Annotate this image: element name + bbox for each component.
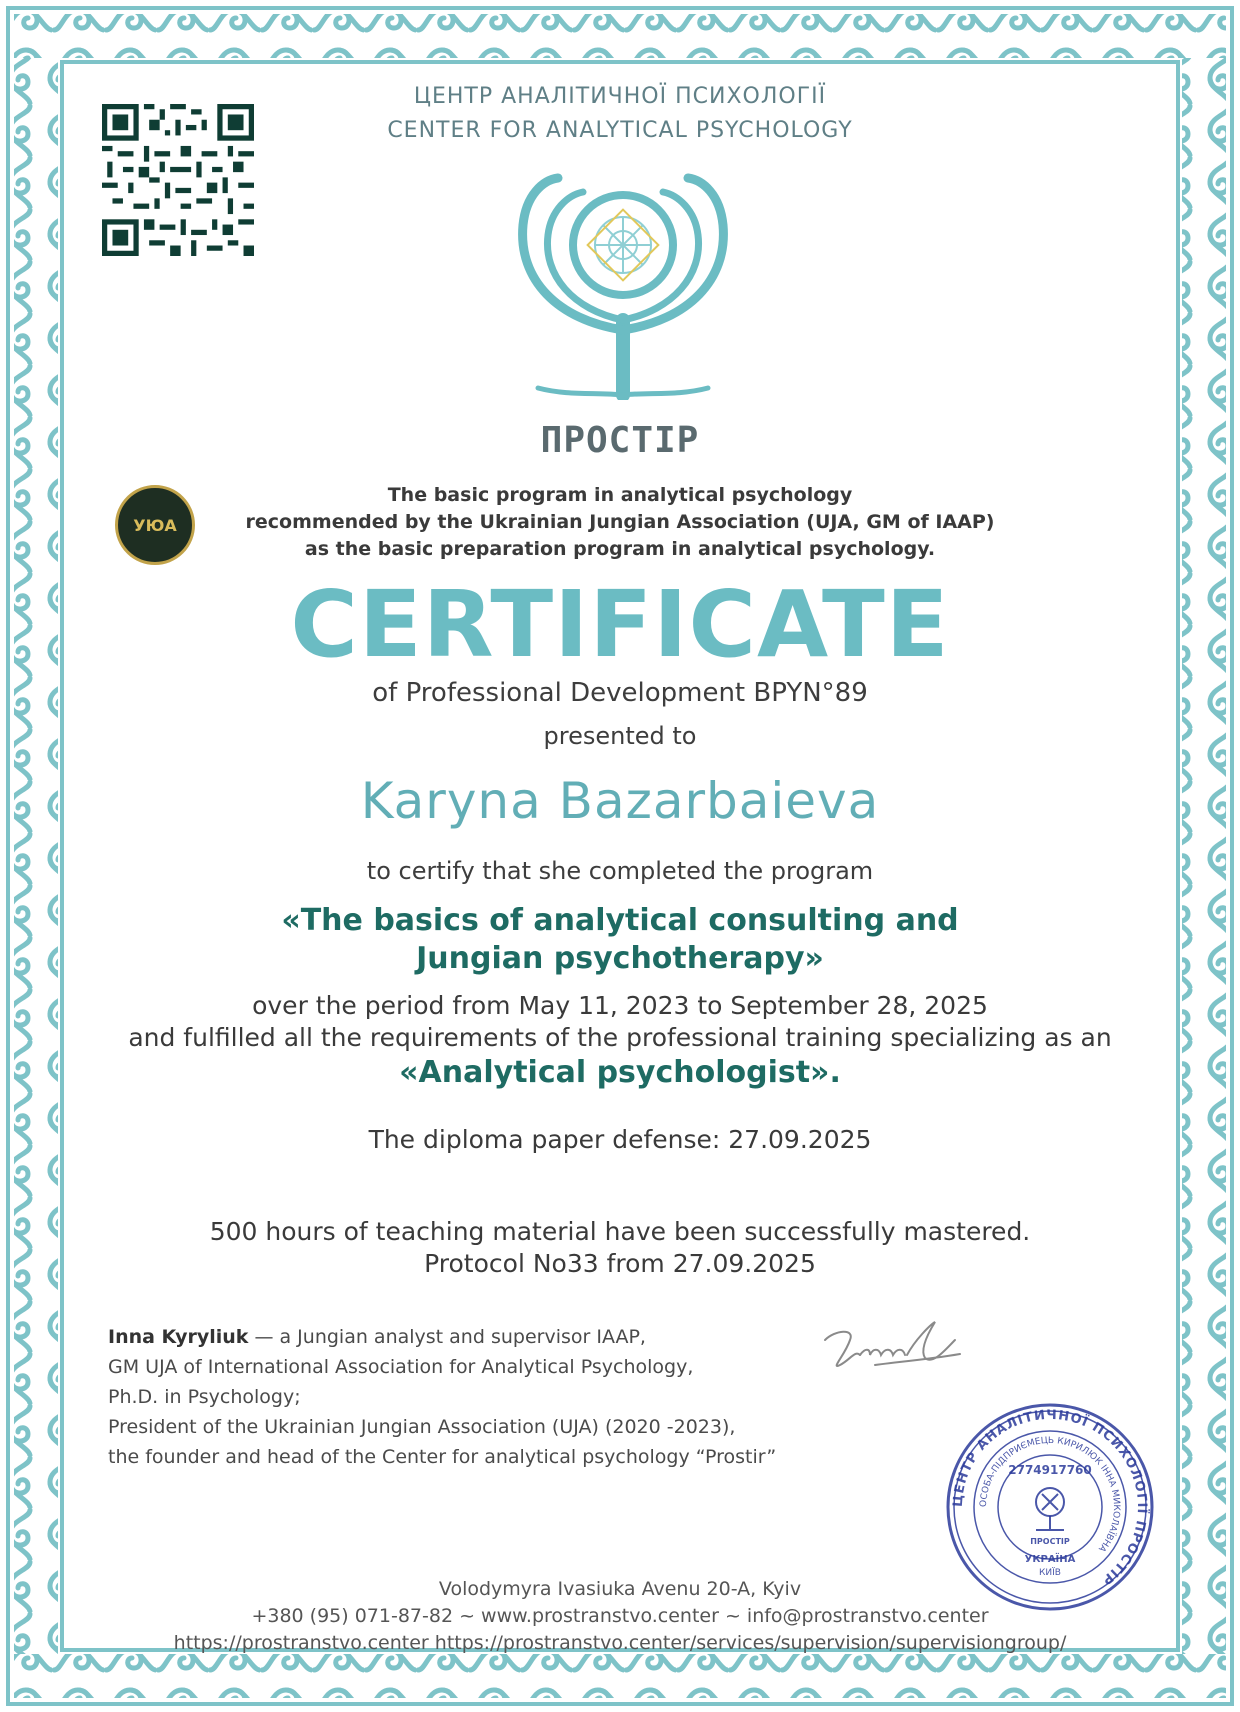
seal-country: УКРАЇНА bbox=[1024, 1554, 1076, 1565]
training-period bbox=[0, 990, 1240, 1054]
seal-logo-word: ПРОСТІР bbox=[1030, 1537, 1070, 1546]
program-title-line-1: «The basics of analytical consulting and bbox=[281, 903, 959, 938]
presented-to-label: presented to bbox=[543, 722, 697, 750]
period-line-1: over the period from May 11, 2023 to September 28, 2025 bbox=[252, 991, 988, 1020]
certify-text: to certify that she completed the program bbox=[366, 857, 874, 885]
signatory-name: Inna Kyryliuk bbox=[108, 1326, 249, 1348]
period-line-2: and fulfilled all the requirements of the professional training specializing as an bbox=[128, 1023, 1112, 1052]
hours-mastered bbox=[0, 1216, 1240, 1280]
signatory-line-4: President of the Ukrainian Jungian Association (UJA) (2020 -2023), bbox=[108, 1416, 736, 1438]
address: Volodymyra Ivasiuka Avenu 20-A, Kyiv bbox=[438, 1578, 802, 1600]
handwritten-signature bbox=[815, 1310, 965, 1380]
organization-name-ua: ЦЕНТР АНАЛІТИЧНОЇ ПСИХОЛОГІЇ bbox=[413, 84, 827, 109]
program-title-line-2: Jungian psychotherapy» bbox=[416, 941, 824, 976]
uja-badge-label: УЮА bbox=[133, 515, 177, 535]
seal-outer-text: ЦЕНТР АНАЛІТИЧНОЇ ПСИХОЛОГІЇ ПРОСТІР bbox=[950, 1407, 1150, 1588]
program-recommendation bbox=[0, 482, 1240, 563]
seal-code: 2774917760 bbox=[1008, 1463, 1092, 1477]
qr-code bbox=[102, 104, 254, 256]
organization-name-en: CENTER FOR ANALYTICAL PSYCHOLOGY bbox=[387, 118, 853, 143]
signatory-bio bbox=[108, 1322, 908, 1472]
seal-city: КИЇВ bbox=[1039, 1568, 1061, 1578]
hours-line: 500 hours of teaching material have been successfully mastered. bbox=[209, 1217, 1031, 1246]
program-title bbox=[0, 902, 1240, 978]
qualification: «Analytical psychologist». bbox=[399, 1055, 841, 1090]
intro-line-1: The basic program in analytical psychology bbox=[387, 484, 853, 506]
prostir-tree-logo bbox=[498, 170, 748, 400]
signatory-line-3: Ph.D. in Psychology; bbox=[108, 1386, 301, 1408]
signatory-line-5: the founder and head of the Center for analytical psychology “Prostir” bbox=[108, 1446, 777, 1468]
signatory-line-2: GM UJA of International Association for Analytical Psychology, bbox=[108, 1356, 694, 1378]
phone-web-email[interactable]: +380 (95) 071-87-82 ~ www.prostranstvo.center ~ info@prostranstvo.center bbox=[251, 1605, 989, 1627]
certificate-subtitle: of Professional Development BPYN°89 bbox=[372, 678, 868, 708]
intro-line-3: as the basic preparation program in analytical psychology. bbox=[304, 538, 936, 560]
signatory-line-1: — a Jungian analyst and supervisor IAAP, bbox=[248, 1326, 646, 1348]
protocol-line: Protocol No33 from 27.09.2025 bbox=[424, 1249, 816, 1278]
contacts bbox=[0, 1576, 1240, 1657]
seal-tree-icon bbox=[1036, 1488, 1064, 1530]
intro-line-2: recommended by the Ukrainian Jungian Association (UJA, GM of IAAP) bbox=[245, 511, 995, 533]
seal-inner-text: ОСОБА-ПІДПРИЄМЕЦЬ КИРИЛЮК ІННА МИКОЛАЇВНА bbox=[978, 1435, 1122, 1554]
prostir-wordmark: ПРОСТІР bbox=[540, 420, 700, 461]
diploma-defense-date: The diploma paper defense: 27.09.2025 bbox=[368, 1125, 872, 1154]
certificate-title: CERTIFICATE bbox=[290, 571, 950, 678]
website-links[interactable]: https://prostranstvo.center https://prostranstvo.center/services/supervision/supervisiongroup/ bbox=[173, 1632, 1067, 1654]
recipient-name: Karyna Bazarbaieva bbox=[360, 772, 880, 830]
